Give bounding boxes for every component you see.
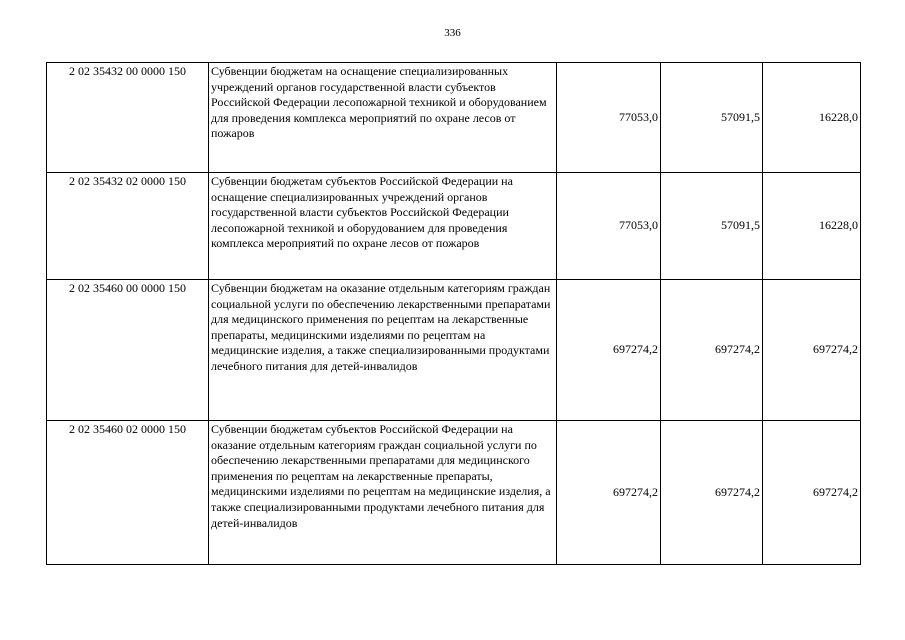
amount-cell: 16228,0 [763, 173, 861, 280]
amount-cell: 57091,5 [661, 63, 763, 173]
table-row [47, 173, 861, 280]
budget-code-cell: 2 02 35460 02 0000 150 [47, 421, 209, 565]
table-row [47, 63, 861, 173]
amount-cell: 16228,0 [763, 63, 861, 173]
page-number: 336 [444, 27, 461, 39]
amount-cell: 697274,2 [661, 421, 763, 565]
amount-cell: 57091,5 [661, 173, 763, 280]
description-cell: Субвенции бюджетам субъектов Российской Федерации на оказание отдельным категориям граждан социальной услуги по обеспечению лекарственными препаратами для медицинского применения по рецептам на лекарственные препараты, медицинскими изделиями по рецептам на медицинские изделия, а также специализированными продуктами лечебного питания для детей-инвалидов [209, 421, 557, 565]
budget-code-cell: 2 02 35460 00 0000 150 [47, 280, 209, 421]
amount-cell: 697274,2 [557, 280, 661, 421]
amount-cell: 697274,2 [763, 421, 861, 565]
amount-cell: 697274,2 [661, 280, 763, 421]
budget-code-cell: 2 02 35432 02 0000 150 [47, 173, 209, 280]
table-row [47, 280, 861, 421]
amount-cell: 77053,0 [557, 63, 661, 173]
amount-cell: 697274,2 [557, 421, 661, 565]
amount-cell: 77053,0 [557, 173, 661, 280]
table-row [47, 421, 861, 565]
amount-cell: 697274,2 [763, 280, 861, 421]
budget-table [46, 62, 861, 565]
description-cell: Субвенции бюджетам субъектов Российской Федерации на оснащение специализированных учреждений органов государственной власти субъектов Российской Федерации лесопожарной техникой и оборудованием для проведения комплекса мероприятий по охране лесов от пожаров [209, 173, 557, 280]
budget-code-cell: 2 02 35432 00 0000 150 [47, 63, 209, 173]
description-cell: Субвенции бюджетам на оказание отдельным категориям граждан социальной услуги по обеспечению лекарственными препаратами для медицинского применения по рецептам на лекарственные препараты, медицинскими изделиями по рецептам на медицинские изделия, а также специализированными продуктами лечебного питания для детей-инвалидов [209, 280, 557, 421]
description-cell: Субвенции бюджетам на оснащение специализированных учреждений органов государственной власти субъектов Российской Федерации лесопожарной техникой и оборудованием для проведения комплекса мероприятий по охране лесов от пожаров [209, 63, 557, 173]
